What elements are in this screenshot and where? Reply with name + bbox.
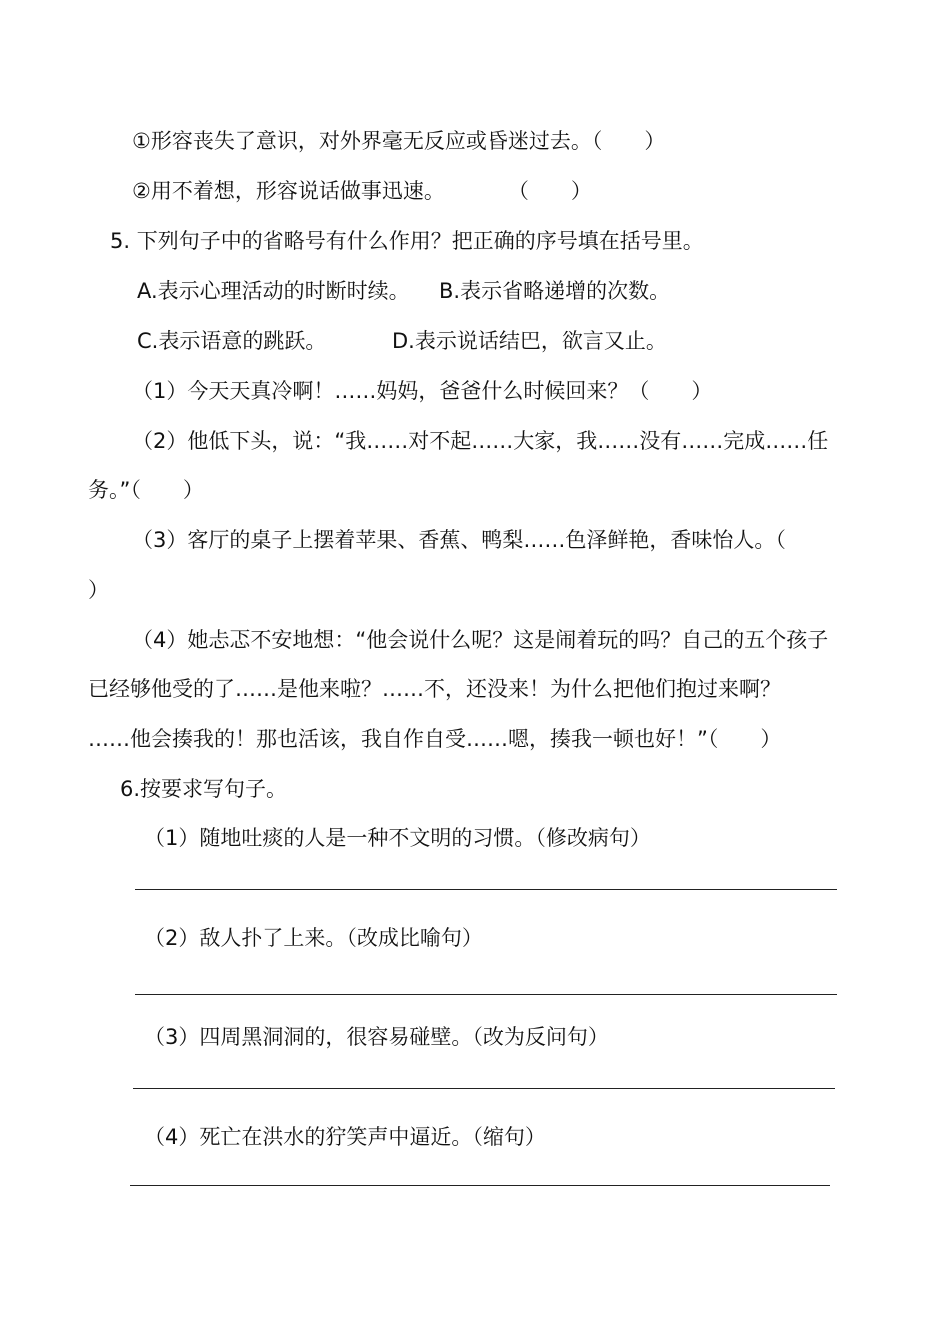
q5-option-b: B.表示省略递增的次数。 bbox=[439, 279, 671, 303]
q5-sentence-4-line-3: ……他会揍我的！那也活该，我自作自受……嗯，揍我一顿也好！”（ ） bbox=[88, 727, 782, 751]
q5-option-d: D.表示说话结巴，欲言又止。 bbox=[392, 329, 667, 353]
q5-sentence-4-line-1: （4）她忐忑不安地想：“他会说什么呢？这是闹着玩的吗？自己的五个孩子 bbox=[132, 628, 829, 652]
q5-title: 5. 下列句子中的省略号有什么作用？把正确的序号填在括号里。 bbox=[110, 229, 704, 253]
answer-line-3[interactable] bbox=[133, 1088, 835, 1089]
q5-sentence-2-line-2: 务。”（ ） bbox=[88, 478, 204, 502]
q4-item-1: ①形容丧失了意识，对外界毫无反应或昏迷过去。（ ） bbox=[132, 129, 666, 153]
answer-line-1[interactable] bbox=[135, 889, 837, 890]
q5-sentence-1: （1）今天天真冷啊！……妈妈，爸爸什么时候回来？（ ） bbox=[132, 379, 713, 403]
q5-option-a: A.表示心理活动的时断时续。 bbox=[137, 279, 410, 303]
q5-sentence-3-line-1: （3）客厅的桌子上摆着苹果、香蕉、鸭梨……色泽鲜艳，香味怡人。（ bbox=[132, 528, 786, 552]
answer-line-4[interactable] bbox=[130, 1185, 830, 1186]
q5-option-c: C.表示语意的跳跃。 bbox=[137, 329, 327, 353]
q5-sentence-2-line-1: （2）他低下头，说：“我……对不起……大家，我……没有……完成……任 bbox=[132, 429, 829, 453]
q5-sentence-3-line-2: ） bbox=[88, 578, 109, 602]
q6-item-1: （1）随地吐痰的人是一种不文明的习惯。（修改病句） bbox=[144, 826, 651, 850]
q6-item-4: （4）死亡在洪水的狞笑声中逼近。（缩句） bbox=[144, 1125, 546, 1149]
q6-item-2: （2）敌人扑了上来。（改成比喻句） bbox=[144, 926, 483, 950]
q6-item-3: （3）四周黑洞洞的，很容易碰壁。（改为反问句） bbox=[144, 1025, 609, 1049]
q6-title: 6.按要求写句子。 bbox=[120, 777, 288, 801]
q4-item-2: ②用不着想，形容说话做事迅速。 （ ） bbox=[132, 179, 592, 203]
answer-line-2[interactable] bbox=[135, 994, 837, 995]
q5-sentence-4-line-2: 已经够他受的了……是他来啦？……不，还没来！为什么把他们抱过来啊？ bbox=[88, 677, 781, 701]
